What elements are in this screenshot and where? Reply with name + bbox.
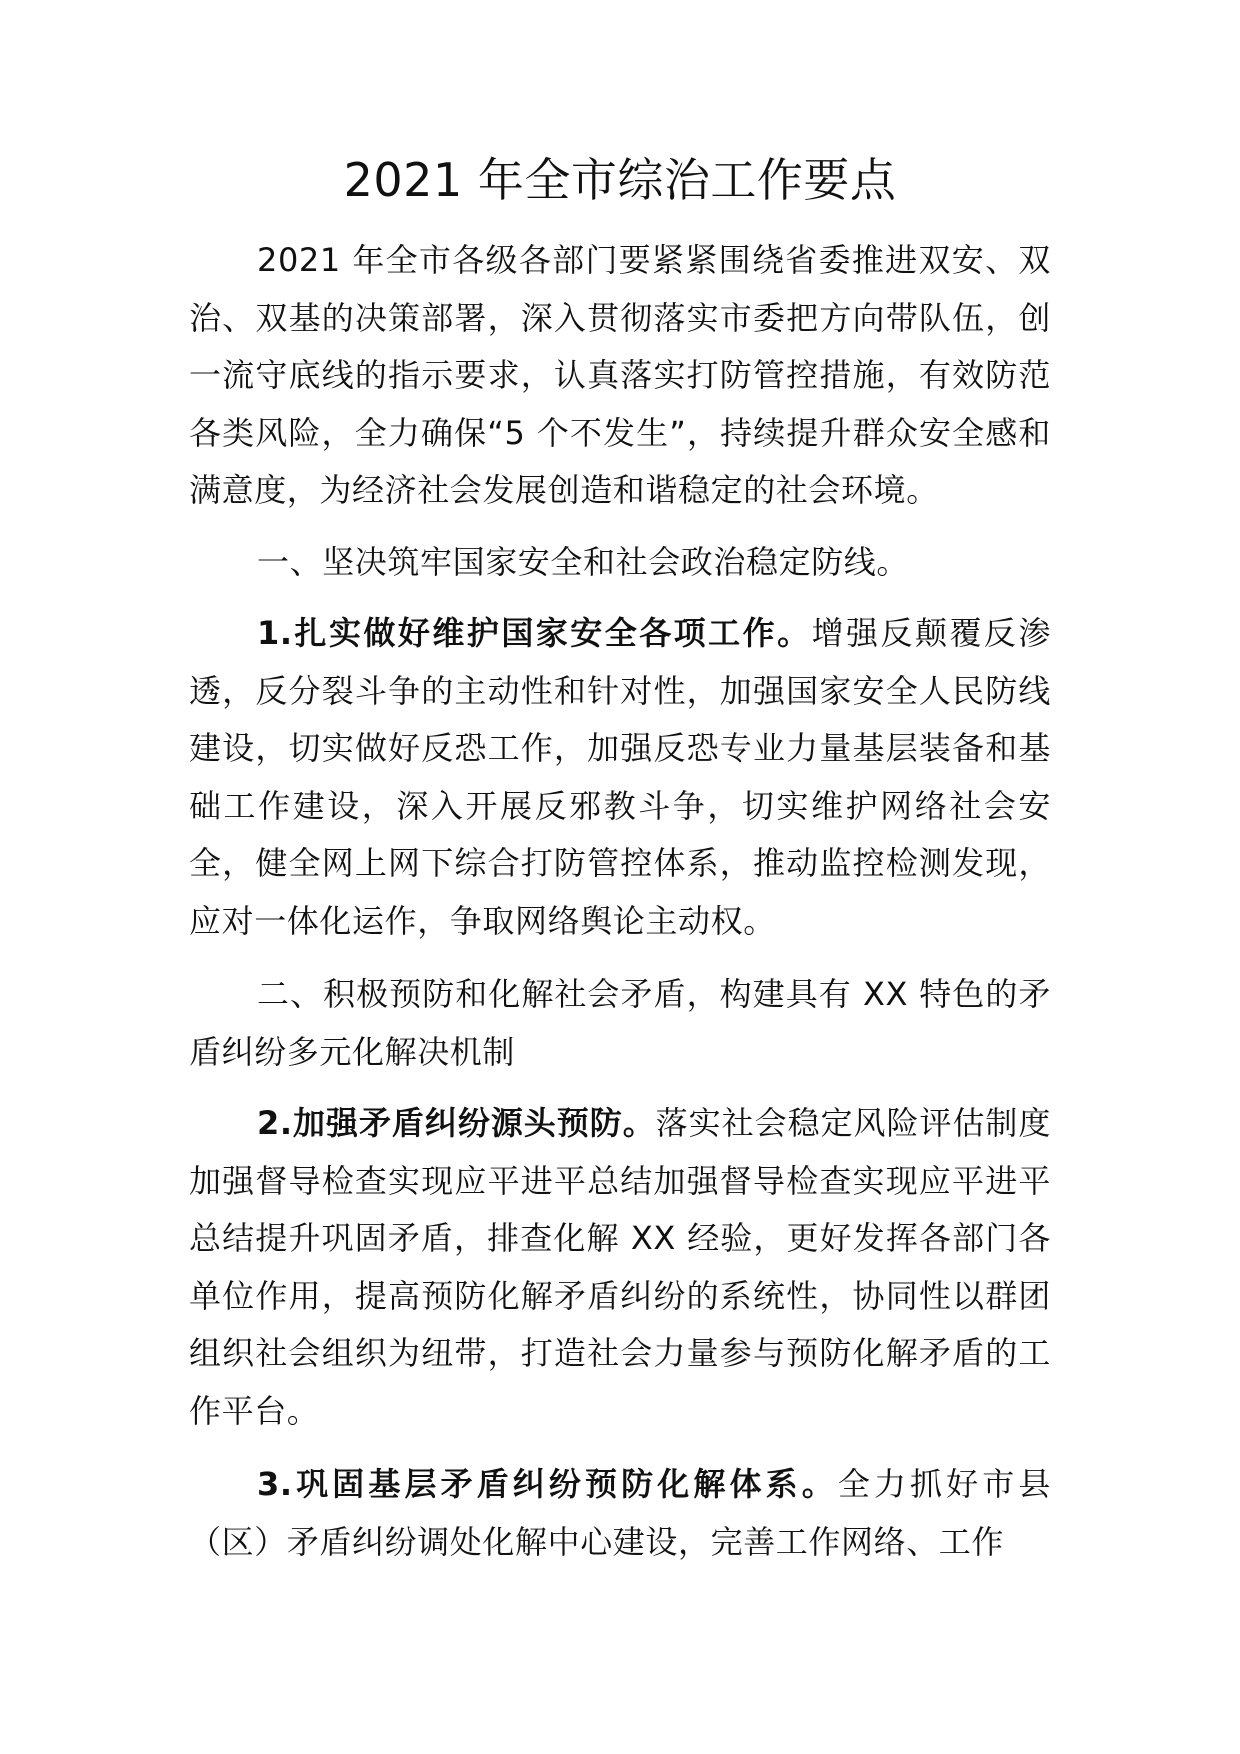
- section-heading-2: 二、积极预防和化解社会矛盾，构建具有 XX 特色的矛盾纠纷多元化解决机制: [189, 975, 1051, 1071]
- item-paragraph-1: [189, 605, 1051, 950]
- intro-paragraph: 2021 年全市各级各部门要紧紧围绕省委推进双安、双治、双基的决策部署，深入贯彻落实市委把方向带队伍，创一流守底线的指示要求，认真落实打防管控措施，有效防范各类风险，全力确保“5 个不发生”，持续提升群众安全感和满意度，为经济社会发展创造和谐稳定的社会环境。: [189, 241, 1051, 509]
- section-heading-1: 一、坚决筑牢国家安全和社会政治稳定防线。: [257, 542, 910, 581]
- document-title: 2021 年全市综治工作要点: [343, 153, 897, 207]
- item-heading-3: 3.巩固基层矛盾纠纷预防化解体系。: [257, 1465, 838, 1503]
- item-heading-2: 2.加强矛盾纠纷源头预防。: [257, 1104, 656, 1142]
- item-text-1: 增强反颠覆反渗透，反分裂斗争的主动性和针对性，加强国家安全人民防线建设，切实做好反恐工作，加强反恐专业力量基层装备和基础工作建设，深入开展反邪教斗争，切实维护网络社会安全，健全网上网下综合打防管控体系，推动监控检测发现，应对一体化运作，争取网络舆论主动权。: [189, 614, 1052, 940]
- item-text-2: 落实社会稳定风险评估制度加强督导检查实现应平进平总结加强督导检查实现应平进平总结提升巩固矛盾，排查化解 XX 经验，更好发挥各部门各单位作用，提高预防化解矛盾纠纷的系统性，协同性以群团组织社会组织为纽带，打造社会力量参与预防化解矛盾的工作平台。: [189, 1104, 1051, 1430]
- item-text-3: 全力抓好市县（区）矛盾纠纷调处化解中心建设，完善工作网络、工作: [189, 1465, 1051, 1561]
- item-paragraph-2: [189, 1095, 1051, 1440]
- item-heading-1: 1.扎实做好维护国家安全各项工作。: [257, 614, 812, 652]
- document-body: [189, 232, 1051, 1587]
- item-paragraph-3: [189, 1456, 1051, 1571]
